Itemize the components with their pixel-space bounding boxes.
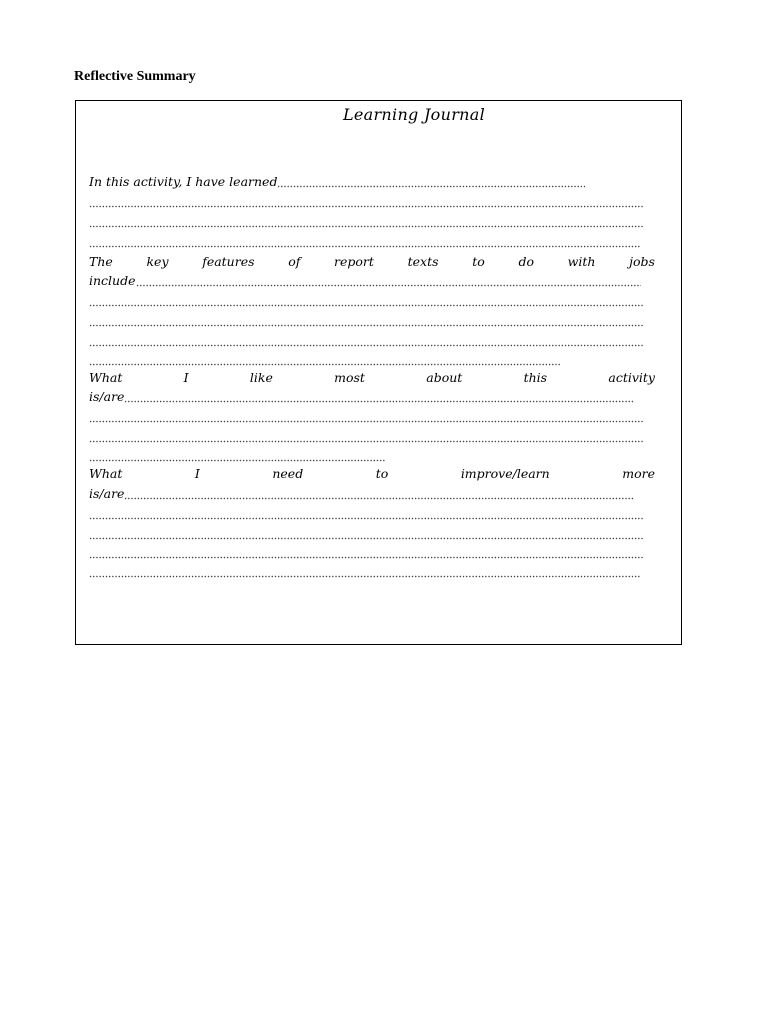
q3-word: I xyxy=(183,370,189,385)
q2-continuation: include xyxy=(89,273,136,288)
q3-continuation-line xyxy=(89,388,634,406)
q4-continuation-line xyxy=(89,485,634,503)
q3-word: most xyxy=(334,370,365,385)
page-heading: Reflective Summary xyxy=(74,69,196,84)
q2-word: The xyxy=(89,254,113,269)
q3-prompt-line xyxy=(89,369,655,387)
answer-dots[interactable] xyxy=(124,485,634,503)
q4-word: I xyxy=(194,466,200,481)
q3-word: this xyxy=(523,370,548,385)
q2-word: report xyxy=(334,254,374,269)
q4-word: What xyxy=(89,466,123,481)
q3-word: What xyxy=(89,370,123,385)
answer-dots[interactable] xyxy=(136,272,641,290)
answer-line[interactable] xyxy=(89,408,644,426)
answer-line[interactable] xyxy=(89,312,644,330)
q2-word: key xyxy=(146,254,169,269)
answer-line[interactable] xyxy=(89,525,644,543)
answer-line[interactable] xyxy=(89,193,644,211)
q3-continuation: is/are xyxy=(89,389,125,404)
q2-word: with xyxy=(567,254,596,269)
answer-line[interactable] xyxy=(89,233,641,251)
q4-word: need xyxy=(272,466,304,481)
q2-word: to xyxy=(472,254,485,269)
answer-line[interactable] xyxy=(89,292,644,310)
q4-continuation: is/are xyxy=(89,486,125,501)
answer-line[interactable] xyxy=(89,332,644,350)
q3-word: about xyxy=(426,370,463,385)
answer-line[interactable] xyxy=(89,351,561,369)
q2-word: of xyxy=(288,254,301,269)
q1-prompt: In this activity, I have learned xyxy=(89,174,278,189)
journal-title: Learning Journal xyxy=(342,105,486,124)
answer-line[interactable] xyxy=(89,544,644,562)
q2-word: do xyxy=(518,254,534,269)
q3-word: activity xyxy=(608,370,655,385)
q2-prompt-line xyxy=(89,253,655,271)
answer-dots[interactable] xyxy=(124,388,634,406)
q4-word: more xyxy=(622,466,655,481)
q2-word: texts xyxy=(407,254,439,269)
answer-dots[interactable] xyxy=(277,173,585,191)
q3-word: like xyxy=(249,370,273,385)
q4-prompt-line xyxy=(89,465,655,483)
answer-line[interactable] xyxy=(89,505,644,523)
answer-line[interactable] xyxy=(89,213,644,231)
q4-word: improve/learn xyxy=(460,466,550,481)
q1-prompt-line xyxy=(89,173,585,191)
answer-line[interactable] xyxy=(89,563,641,581)
answer-line[interactable] xyxy=(89,447,385,465)
q2-word: features xyxy=(202,254,255,269)
q4-word: to xyxy=(375,466,389,481)
q2-continuation-line xyxy=(89,272,641,290)
answer-line[interactable] xyxy=(89,428,644,446)
q2-word: jobs xyxy=(629,254,655,269)
